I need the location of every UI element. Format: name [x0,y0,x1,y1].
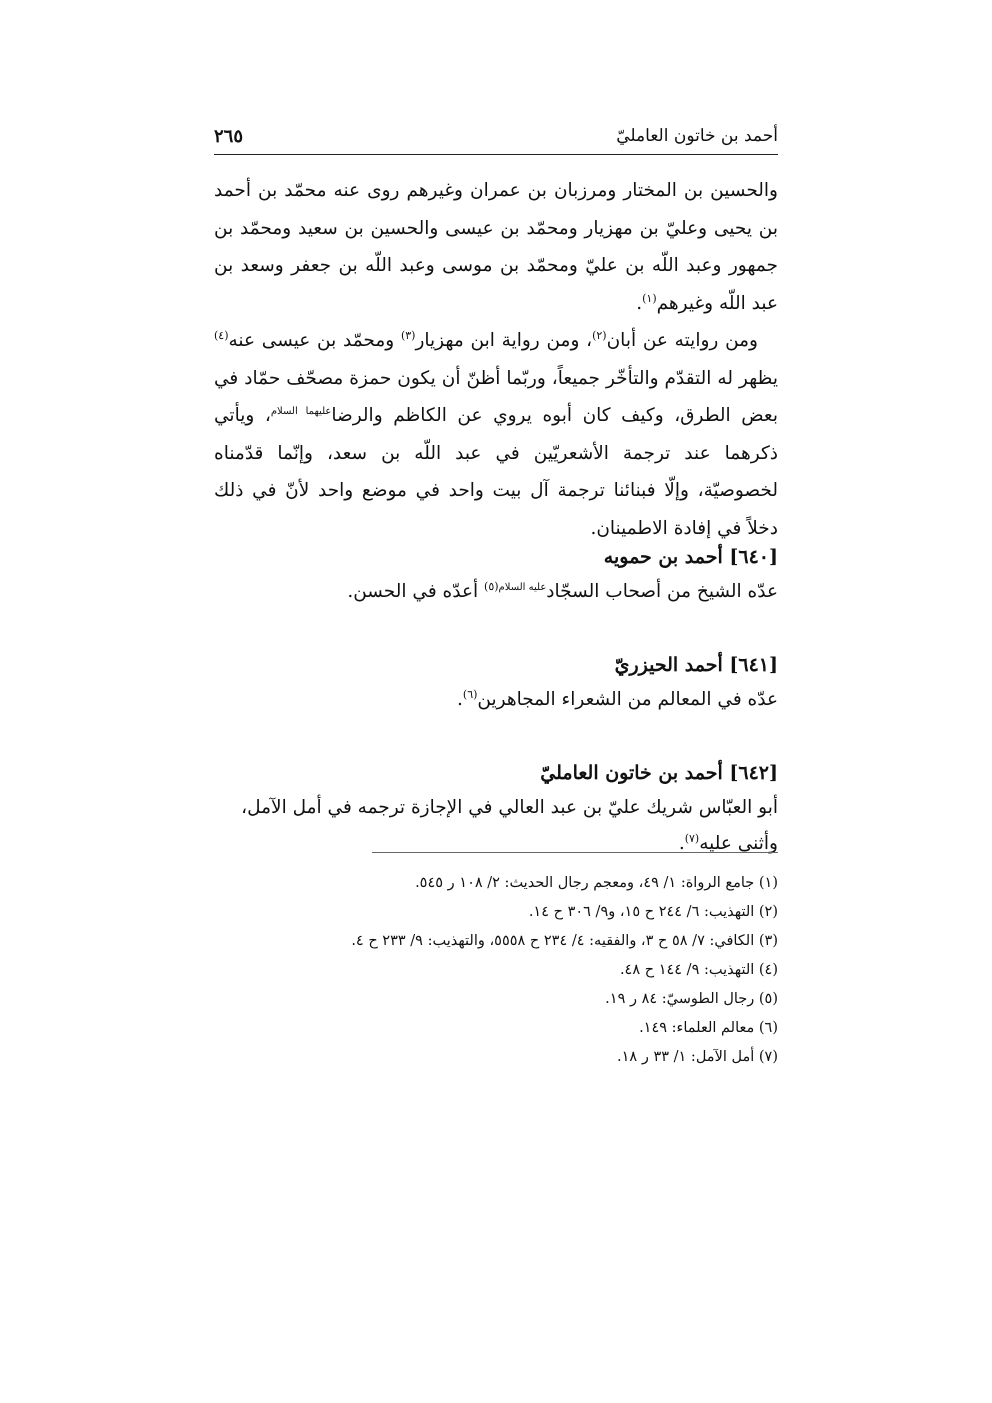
paragraph-2 [214,322,778,547]
entry-text [214,574,778,610]
honorific-glyph: عليهما السلام [270,405,332,417]
honorific-glyph: عليه السلام [498,581,547,593]
running-title: أحمد بن خاتون العامليّ [616,126,778,146]
entry-text-part-a: أبو العبّاس شريك عليّ بن عبد العالي في الإجازة ترجمه في أمل الآمل، وأثنى عليه [241,797,778,854]
paragraph-2-part-e: ، ويأتي ذكرهما عند ترجمة الأشعريّين في عبد اللّه بن سعد، وإنّما قدّمناه لخصوصيّة، وإلّا فبنائنا ترجمة آل بيت واحد في موضع واحد لأنّ في ذلك دخلاً في إفادة الاطمينان. [214,405,778,539]
entry-641 [214,648,778,718]
paragraph-2-part-c: ومحمّد بن عيسى عنه [228,330,401,351]
footnote-3: (٣) الكافي: ٧/ ٥٨ ح ٣، والفقيه: ٤/ ٢٣٤ ح ٥٥٥٨، والتهذيب: ٩/ ٢٣٣ ح ٤. [351,933,778,949]
footnote-ref-1: (١) [642,291,657,305]
footnote-4: (٤) التهذيب: ٩/ ١٤٤ ح ٤٨. [619,962,778,978]
footnote-2: (٢) التهذيب: ٦/ ٢٤٤ ح ١٥، و٩/ ٣٠٦ ح ١٤. [528,904,778,920]
footnote-5: (٥) رجال الطوسيّ: ٨٤ ر ١٩. [605,991,778,1007]
entry-text-part-a: عدّه الشيخ من أصحاب السجّاد [546,581,778,602]
page-header [214,122,778,155]
paragraph-1 [214,172,778,322]
entry-640 [214,540,778,610]
footnotes [214,869,778,1072]
entry-text-part-b: . [678,833,685,854]
main-text [214,172,778,547]
entry-text [214,682,778,718]
footnote-ref-6: (٦) [462,687,478,701]
footnote-ref-2: (٢) [592,328,607,342]
entry-title: [٦٤٢] أحمد بن خاتون العامليّ [540,762,778,784]
paragraph-2-part-b: ، ومن رواية ابن مهزيار [415,330,593,351]
paragraph-2-part-d: يظهر له التقدّم والتأخّر جميعاً، وربّما أظنّ أن يكون حمزة مصحّف حمّاد في بعض الطرق، وكيف كان أبوه يروي عن الكاظم والرضا [214,367,779,426]
footnote-ref-3: (٣) [400,328,416,342]
footnote-1: (١) جامع الرواة: ١/ ٤٩، ومعجم رجال الحديث: ٢/ ١٠٨ ر ٥٤٥. [415,875,778,891]
footnote-divider [372,852,778,853]
paragraph-1-end: . [636,292,643,314]
page-number: ٢٦٥ [214,126,244,147]
footnote-7: (٧) أمل الآمل: ١/ ٣٣ ر ١٨. [617,1049,778,1065]
footnote-ref-4: (٤) [214,328,229,342]
entry-text-part-a: عدّه في المعالم من الشعراء المجاهرين [477,689,778,710]
footnote-ref-7: (٧) [684,831,700,845]
entry-title: [٦٤٠] أحمد بن حمويه [603,546,778,568]
entry-642 [214,756,778,862]
footnote-ref-5: (٥) [484,579,499,593]
entry-text-part-b: . [457,689,463,710]
paragraph-1-text: والحسين بن المختار ومرزبان بن عمران وغيرهم روى عنه محمّد بن أحمد بن يحيى وعليّ بن مهزيار ومحمّد بن عيسى والحسين بن سعيد ومحمّد بن جمهور وعبد اللّه بن عليّ ومحمّد بن موسى وعبد اللّه بن جعفر وسعد بن عبد اللّه وغيرهم [214,180,778,314]
entry-text-part-b: أعدّه في الحسن. [347,581,485,602]
footnote-6: (٦) معالم العلماء: ١٤٩. [639,1020,778,1036]
entry-title: [٦٤١] أحمد الحيزريّ [614,654,778,676]
paragraph-2-part-a: ومن روايته عن أبان [606,330,758,351]
